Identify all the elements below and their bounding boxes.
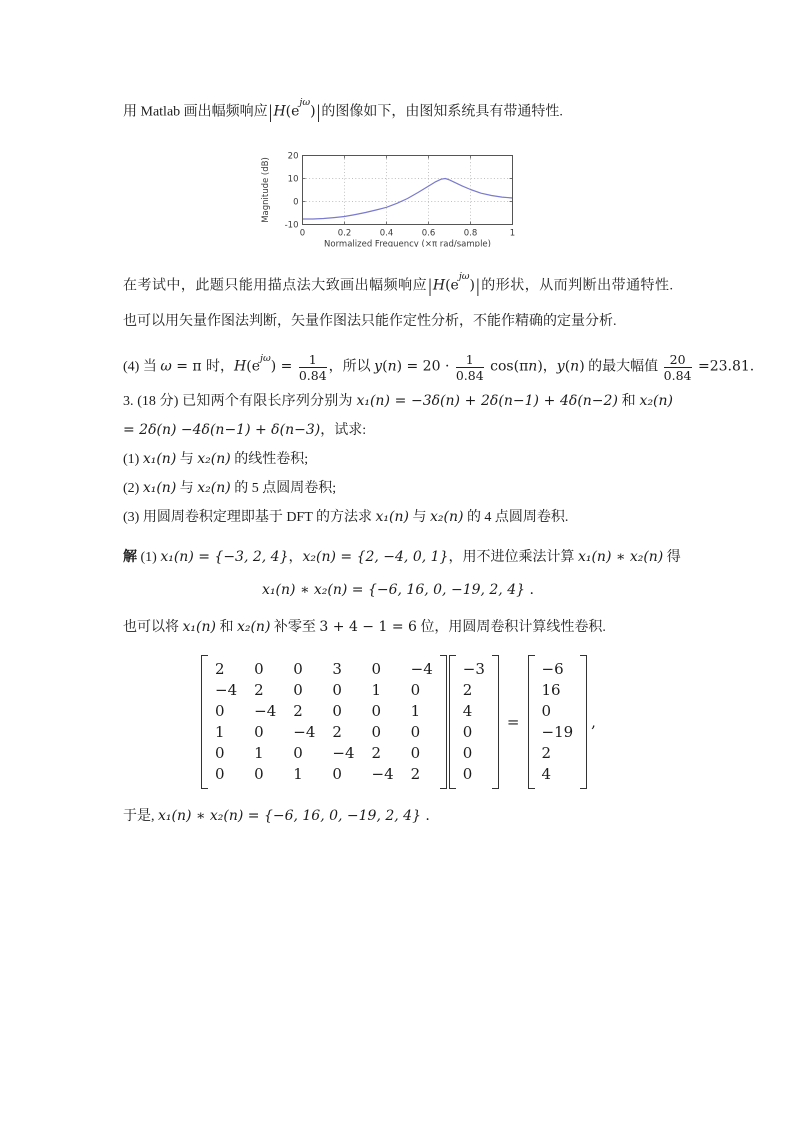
math-upright-run: =23.81.	[693, 358, 755, 375]
matrix-cell: 2	[371, 743, 382, 762]
matrix-cell: 1	[215, 722, 225, 741]
matrix-cell: −19	[541, 722, 574, 741]
matrix-cell: 1	[371, 680, 382, 699]
math-run: x₁(n) ∗ x₂(n)	[577, 548, 664, 565]
matrix-cell: −3	[462, 659, 485, 678]
x-tick-label: 0.8	[463, 228, 478, 239]
x-axis-label: Normalized Frequency (×π rad/sample)	[324, 239, 491, 247]
matrix-cell: 2	[541, 743, 552, 762]
superscript: jω	[299, 97, 311, 109]
text-run: 的 4 点圆周卷积.	[463, 509, 569, 525]
matrix-cell: −4	[293, 722, 316, 741]
x-tick-label: 0.4	[379, 228, 394, 239]
math-run: H	[432, 277, 446, 294]
math-run: x₂(n)	[197, 479, 231, 496]
matrix-cell: −4	[410, 659, 433, 678]
math-run: x₁(n) ∗ x₂(n) = {−6, 16, 0, −19, 2, 4}	[158, 807, 421, 824]
math-upright-run: .	[420, 807, 430, 824]
math-run: x₂(n)	[429, 508, 464, 525]
text-run: 与	[176, 480, 198, 496]
problem3-item-2	[123, 474, 673, 503]
zero-padding-note	[123, 612, 673, 643]
matrix-cell: 0	[254, 764, 264, 783]
paragraph-problem3	[123, 387, 673, 445]
fraction: $\frac{20}{0.84}$	[663, 351, 692, 384]
math-upright-run: )	[537, 358, 543, 375]
text-run: (4) 当	[123, 359, 161, 375]
matrix-cell: 1	[293, 764, 303, 783]
matrix-cell: 0	[371, 701, 382, 720]
math-run: n	[387, 358, 397, 375]
y-axis-label: Magnitude (dB)	[261, 156, 271, 223]
text-run: 3. (18 分) 已知两个有限长序列分别为	[123, 393, 357, 409]
text-run: 的最大幅值	[584, 359, 662, 375]
matrix-cell: 0	[293, 680, 303, 699]
math-run: n	[528, 358, 538, 375]
text-run: (2)	[123, 480, 143, 496]
magnitude-response-plot	[258, 143, 538, 247]
text-run: 的 5 点圆周卷积;	[230, 480, 337, 496]
matrix-cell: 0	[371, 659, 382, 678]
math-upright-run: )	[469, 277, 476, 294]
x-tick-label: 0.6	[421, 228, 436, 239]
math-run: x₁(n)	[142, 479, 177, 496]
text-run: 于是,	[123, 808, 158, 824]
vector-x	[449, 655, 499, 789]
matrix-cell: 0	[462, 743, 473, 762]
matrix-cell: 4	[541, 764, 552, 783]
text-run: 的线性卷积;	[230, 451, 309, 467]
magnitude-curve	[303, 178, 513, 219]
matrix-cell: 0	[332, 680, 342, 699]
math-upright-run: (	[564, 358, 571, 375]
matrix-cell: 0	[462, 722, 473, 741]
y-tick-label: 20	[287, 151, 299, 162]
math-run: H	[234, 358, 247, 375]
matrix-A	[201, 655, 447, 789]
matrix-cell: 0	[410, 743, 421, 762]
math-run: x₁(n) = −3δ(n) + 2δ(n−1) + 4δ(n−2)	[356, 392, 618, 409]
math-run: H	[273, 103, 286, 120]
matrix-cell: −6	[541, 659, 564, 678]
left-bracket	[528, 655, 535, 789]
paragraph-part4-answer	[123, 346, 755, 385]
math-run: ω	[160, 358, 172, 375]
equals-sign: =	[506, 712, 520, 731]
math-upright-run: cos(π	[485, 358, 529, 375]
math-run: x₁(n)	[182, 618, 216, 635]
matrix-cell: 0	[215, 701, 225, 720]
matrix-cell: 0	[254, 722, 264, 741]
matrix-cell: 0	[410, 680, 421, 699]
fraction: $\frac{1}{0.84}$	[455, 351, 484, 384]
math-run: x₂(n) = {2, −4, 0, 1}	[302, 548, 449, 565]
math-run: x₁(n) ∗ x₂(n) = {−6, 16, 0, −19, 2, 4}	[262, 581, 526, 598]
right-bracket	[492, 655, 499, 789]
matrix-cell: 2	[410, 764, 421, 783]
vector-result	[528, 655, 588, 789]
matrix-cell: −4	[215, 680, 238, 699]
right-bracket	[580, 655, 587, 789]
matrix-cell: 2	[254, 680, 264, 699]
matrix-cell: 0	[254, 659, 264, 678]
math-upright-run: 3 + 4 − 1 = 6	[319, 618, 417, 635]
math-run: x₂(n)	[197, 450, 231, 467]
text-run: 也可以将	[123, 619, 183, 635]
matrix-cell: −4	[332, 743, 355, 762]
vector-result-cells	[535, 655, 581, 789]
matrix-cell: 4	[462, 701, 473, 720]
fraction: $\frac{1}{0.84}$	[298, 351, 327, 384]
matrix-cell: 0	[332, 764, 342, 783]
paragraph-matlab-intro: 用 Matlab 画出幅频响应$|H(e^{j\omega})|$的图像如下，由图知系统具有带通特性.	[123, 97, 563, 123]
text-run: ，	[542, 359, 557, 375]
problem3-item-3	[123, 503, 673, 532]
y-tick-label: 0	[293, 197, 299, 208]
text-run: 和	[215, 619, 237, 635]
math-upright-run: (	[382, 358, 388, 375]
math-run: x₂(n)	[236, 618, 271, 635]
math-upright-run: ) = 20 ·	[396, 358, 454, 375]
bold-text: 解	[123, 549, 137, 565]
y-tick-label: 10	[287, 174, 299, 185]
matrix-cell: 2	[215, 659, 225, 678]
text-run: 在考试中，此题只能用描点法大致画出幅频响应	[123, 278, 428, 294]
document-content	[123, 0, 755, 832]
text-run: 与	[176, 451, 198, 467]
math-upright-run: )	[579, 358, 585, 375]
x-tick-label: 0.2	[337, 228, 352, 239]
matrix-cell: 0	[293, 659, 303, 678]
math-upright-run: )	[310, 103, 316, 120]
math-run: x₁(n)	[375, 508, 409, 525]
math-upright-run: .	[525, 581, 534, 598]
linear-convolution-result-equation	[123, 575, 673, 606]
text-run: (1)	[123, 451, 143, 467]
x-tick-label: 0	[299, 228, 306, 239]
magnitude-response-figure	[123, 143, 673, 252]
y-tick-label: -10	[284, 220, 299, 231]
solution-part1-line	[123, 542, 681, 573]
matrix-cell: 0	[371, 722, 382, 741]
right-bracket	[440, 655, 447, 789]
matrix-cell: 0	[462, 764, 473, 783]
matrix-cell: −4	[371, 764, 394, 783]
text-run: 和	[617, 393, 640, 409]
matrix-cell: 0	[293, 743, 303, 762]
text-run: 与	[408, 509, 430, 525]
text-run: 补零至	[270, 619, 320, 635]
matrix-cell: 3	[332, 659, 342, 678]
math-run: n	[570, 358, 580, 375]
text-run: ，	[288, 549, 303, 565]
math-upright-run: (e	[285, 103, 300, 120]
matrix-cell: 0	[215, 764, 225, 783]
math-run: x₁(n)	[142, 450, 177, 467]
matrix-A-cells	[208, 655, 440, 789]
matrix-cell: 0	[541, 701, 552, 720]
text-run: (3) 用圆周卷积定理即基于 DFT 的方法求	[123, 509, 376, 525]
math-upright-run: (e	[445, 277, 459, 294]
vector-x-cells	[456, 655, 492, 789]
trailing-comma: ,	[591, 712, 596, 731]
conclusion-line	[123, 801, 673, 832]
paragraph-exam-note: 在考试中，此题只能用描点法大致画出幅频响应$|H(e^{j\omega})|$的形状，从而判断出带通特性. 也可以用矢量作图法判断，矢量作图法只能作定性分析，不能作精确的定量分析.	[123, 270, 674, 330]
text-run: (1)	[137, 549, 161, 565]
superscript: jω	[260, 352, 271, 364]
math-run: y	[374, 358, 383, 375]
text-run: 的形状，从而判断出带通特性. 也可以用矢量作图法判断，矢量作图法只能作定性分析，不能作精确的定量分析.	[123, 278, 674, 330]
matrix-cell: 0	[215, 743, 225, 762]
text-run: ，试求:	[320, 422, 367, 438]
left-bracket	[449, 655, 456, 789]
text-run: 时，	[206, 359, 235, 375]
matrix-cell: 2	[332, 722, 342, 741]
plot-box	[303, 155, 513, 224]
matrix-cell: 1	[254, 743, 264, 762]
text-run: 得	[663, 549, 681, 565]
matrix-cell: −4	[254, 701, 277, 720]
text-run: ，所以	[328, 359, 375, 375]
matrix-cell: 2	[462, 680, 473, 699]
circular-convolution-matrix-equation	[123, 655, 673, 789]
text-run: 位，用圆周卷积计算线性卷积.	[416, 619, 606, 635]
math-upright-run: (e	[246, 358, 261, 375]
matrix-cell: 1	[410, 701, 421, 720]
matrix-cell: 0	[410, 722, 421, 741]
matrix-cell: 2	[293, 701, 303, 720]
math-run: y	[556, 358, 565, 375]
text-run: 的图像如下，由图知系统具有带通特性.	[321, 104, 563, 120]
math-upright-run: = π	[171, 358, 207, 375]
math-run: x₂(n) = 2δ(n) −4δ(n−1) + δ(n−3)	[123, 392, 673, 438]
text-run: 用 Matlab 画出幅频响应	[123, 104, 268, 120]
left-bracket	[201, 655, 208, 789]
matrix-cell: 0	[332, 701, 342, 720]
math-upright-run: ) =	[270, 358, 297, 375]
superscript: jω	[458, 270, 470, 282]
matrix-cell: 16	[541, 680, 561, 699]
math-run: x₁(n) = {−3, 2, 4}	[160, 548, 289, 565]
text-run: ，用不进位乘法计算	[448, 549, 578, 565]
problem3-item-1	[123, 445, 673, 474]
x-tick-label: 1	[509, 228, 516, 239]
